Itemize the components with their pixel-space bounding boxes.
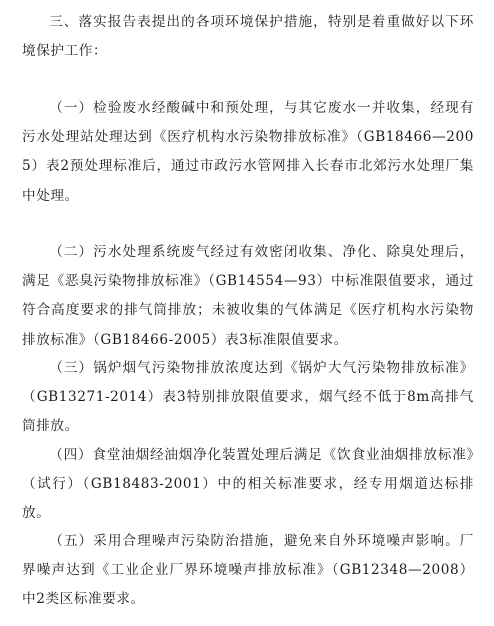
- paragraph-noise: （五）采用合理噪声污染防治措施，避免来自外环境噪声影响。厂界噪声达到《工业企业厂界环境噪声排放标准》（GB12348—2008）中2类区标准要求。: [22, 533, 474, 608]
- paragraph-wastewater: （一）检验废水经酸碱中和预处理，与其它废水一并收集，经现有污水处理站处理达到《医疗机构水污染物排放标准》（GB18466—2005）表2预处理标准后，通过市政污水管网排入长春市北郊污水处理厂集中处理。: [22, 100, 474, 204]
- paragraph-intro: 三、落实报告表提出的各项环境保护措施，特别是着重做好以下环境保护工作：: [22, 14, 474, 60]
- paragraph-boiler-flue-gas: （三）锅炉烟气污染物排放浓度达到《锅炉大气污染物排放标准》（GB13271-2014）表3特别排放限值要求，烟气经不低于8m高排气筒排放。: [22, 360, 474, 435]
- paragraph-kitchen-fumes: （四）食堂油烟经油烟净化装置处理后满足《饮食业油烟排放标准》（试行）（GB18483-2001）中的相关标准要求，经专用烟道达标排放。: [22, 447, 474, 522]
- paragraph-exhaust-gas: （二）污水处理系统废气经过有效密闭收集、净化、除臭处理后，满足《恶臭污染物排放标准》（GB14554—93）中标准限值要求，通过符合高度要求的排气筒排放；未被收集的气体满足《医疗机构水污染物排放标准》（GB18466-2005）表3标准限值要求。: [22, 244, 474, 348]
